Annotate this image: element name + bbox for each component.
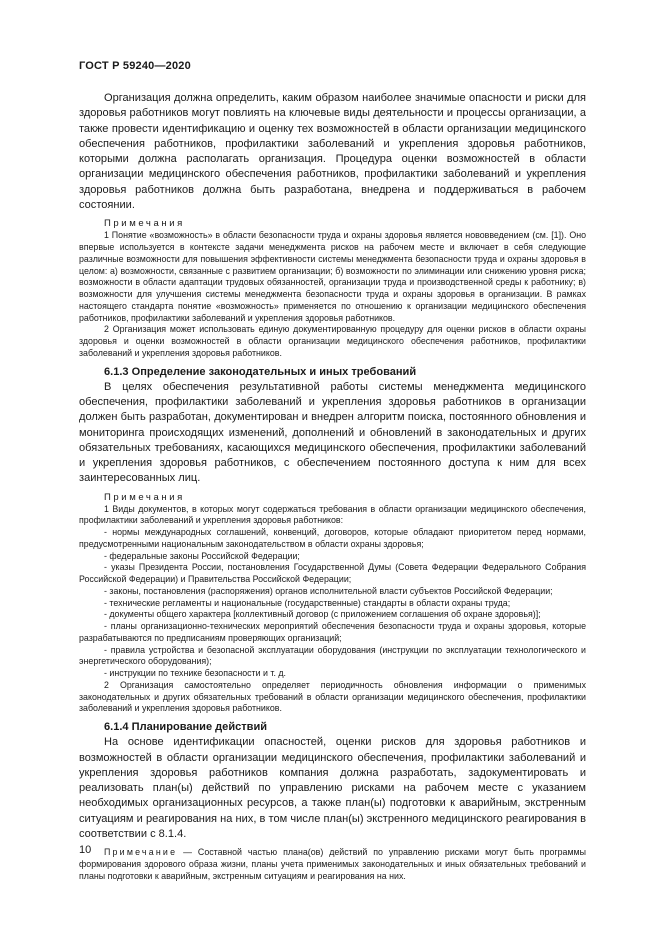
section-paragraph: В целях обеспечения результативной работы системы менеджмента медицинского обеспечения, профилактики заболеваний и укрепления здоровья работников в организации должен быть разработан, документирован и внедрен алгоритм поиска, постоянного обновления и мониторинга происходящих изменений, дополнений и обновлений в законодательных и других обязательных требованиях, касающихся медицинского обеспечения, профилактики заболеваний и укрепления здоровья работников, с обеспечением постоянного доступа к ним для всех заинтересованных лиц. [79,380,586,485]
note-item: 2 Организация самостоятельно определяет периодичность обновления информации о применимых законодательных и других обязательных требований в области организации медицинского обеспечения, профилактики заболеваний и укрепления здоровья работников. [79,679,586,714]
list-item: - указы Президента России, постановления Государственной Думы (Совета Федерации Федерального Собрания Российской Федерации) и Правительства Российской Федерации; [79,562,586,585]
intro-paragraph: Организация должна определить, каким образом наиболее значимые опасности и риски для здоровья работников могут повлиять на ключевые виды деятельности и процессы организации, а также провести идентификацию и оценку тех возможностей в области организации медицинского обеспечения работников, профилактики заболеваний и укрепления здоровья работников, которыми должна располагать организация. Процедура оценки возможностей в области организации медицинского обеспечения работников, профилактики заболеваний и укрепления здоровья работников должна быть разработана, внедрена и поддерживаться в рабочем состоянии. [79,92,586,212]
list-item: - нормы международных соглашений, конвенций, договоров, которые обладают приоритетом перед нормами, предусмотренными национальным законодательством в области охраны здоровья; [79,527,586,549]
note-label: Примечание [104,847,178,858]
section-paragraph: На основе идентификации опасностей, оценки рисков для здоровья работников и возможностей в области организации медицинского обеспечения, профилактики заболеваний и укрепления здоровья работников компания должна разработать, задокументировать и реализовать план(ы) действий по управлению рисками на рабочем месте с указанием необходимых организационных ресурсов, а также план(ы) подготовки к аварийным, экстренным ситуациям и реагирования на них, в том числе план(ы) экстренного медицинского реагирования в соответствии с 8.1.4. [79,736,586,840]
document-code-header: ГОСТ Р 59240—2020 [79,60,191,72]
note-item: 2 Организация может использовать единую документированную процедуру для оценки рисков в области охраны здоровья и оценки возможностей в области организации медицинского обеспечения работников, профилактики заболеваний и укрепления здоровья работников. [79,324,586,358]
section-heading-6-1-4: 6.1.4 Планирование действий [104,721,268,734]
list-item: - планы организационно-технических мероприятий обеспечения безопасности труда и охраны здоровья, которые разрабатываются по предписаниям проверяющих организаций; [79,621,586,643]
page-number: 10 [79,844,92,856]
list-item: - федеральные законы Российской Федерации; [104,550,300,561]
notes-heading: Примечания [104,491,185,503]
notes-heading: Примечания [104,218,185,230]
section-heading-6-1-3: 6.1.3 Определение законодательных и иных требований [104,365,417,378]
list-item: - документы общего характера [коллективный договор (с приложением соглашения об охране здоровья)]; [104,609,541,620]
list-item: - правила устройства и безопасной эксплуатации оборудования (инструкции по эксплуатации технологического и энергетического оборудования); [79,644,586,667]
document-body [79,91,586,883]
list-item: - законы, постановления (распоряжения) органов исполнительной власти субъектов Российской Федерации; [104,585,553,596]
note-paragraph [79,847,586,882]
note-item: 1 Понятие «возможность» в области безопасности труда и охраны здоровья является нововведением (см. [1]). Оно впервые используется в контексте задачи менеджмента рисков на рабочем месте и включает в себя следующие различные возможности для повышения эффективности системы менеджмента безопасности труда и охраны здоровья в целом: а) возможности, связанные с развитием организации; б) возможности по элиминации или снижению уровня риска; возможности в области адаптации трудовых обязанностей, организации труда и производственной среды к работнику; в) возможности для улучшения системы менеджмента безопасности труда и охраны здоровья в организации. В рамках настоящего стандарта понятие «возможность» применяется по отношению к организации медицинского обеспечения работников, профилактики заболеваний и укрепления здоровья работников. [79,230,586,323]
list-item: - инструкции по технике безопасности и т. д. [104,668,287,679]
list-item: - технические регламенты и национальные (государственные) стандарты в области охраны труда; [104,597,511,608]
note-item: 1 Виды документов, в которых могут содержаться требования в области организации медицинского обеспечения, профилактики заболеваний и укрепления здоровья работников: [79,503,586,526]
note-text: — Составной частью плана(ов) действий по управлению рисками могут быть программы формирования здорового образа жизни, планы учета применимых законодательных и иных обязательных требований и планы подготовки к аварийным, экстренным ситуациям и реагирования на них. [79,847,586,881]
